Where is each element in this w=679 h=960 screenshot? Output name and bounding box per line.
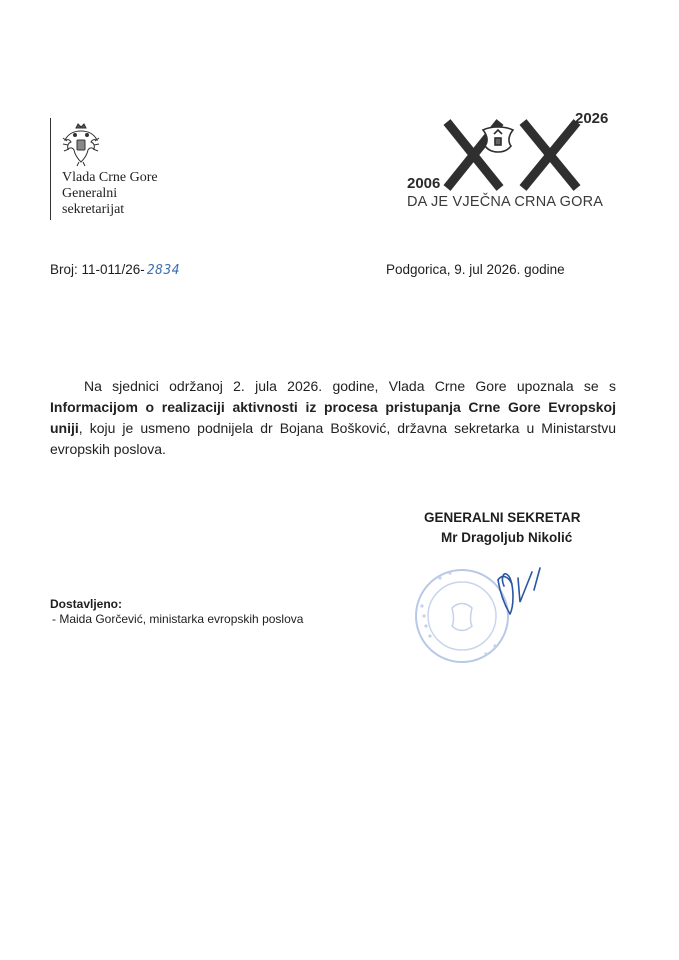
body-paragraph: [50, 376, 616, 460]
body-bold-title: Informacijom o realizaciji aktivnosti iz procesa pristupanja Crne Gore Evropskoj uniji: [50, 399, 616, 436]
reference-handwritten-number: 2834: [146, 263, 181, 278]
body-part-1: Na sjednici održanoj 2. jula 2026. godine, Vlada Crne Gore upoznala se s: [84, 378, 616, 394]
distribution-item: - Maida Gorčević, ministarka evropskih poslova: [52, 612, 304, 626]
org-line-3: sekretarijat: [62, 202, 125, 217]
official-stamp-and-signature: [400, 556, 550, 676]
organization-name: [62, 170, 158, 218]
body-part-2: , koju je usmeno podnijela dr Bojana Bošković, državna sekretarka u Ministarstvu evropskih poslova.: [50, 420, 616, 457]
coat-of-arms-icon: [62, 122, 100, 168]
signature-name: Mr Dragoljub Nikolić: [441, 530, 573, 545]
document-date: Podgorica, 9. jul 2026. godine: [386, 262, 565, 277]
reference-label: Broj: 11-011/26-: [50, 262, 145, 277]
logo-year-end: 2026: [575, 110, 609, 127]
org-line-2: Generalni: [62, 186, 118, 201]
logo-tagline: DA JE VJEČNA CRNA GORA: [407, 194, 604, 210]
letterhead-divider: [50, 118, 51, 220]
reference-number: [50, 262, 180, 278]
distribution-label: Dostavljeno:: [50, 597, 123, 611]
logo-year-start: 2006: [407, 175, 441, 192]
signature-title: GENERALNI SEKRETAR: [424, 510, 581, 525]
org-line-1: Vlada Crne Gore: [62, 170, 158, 185]
